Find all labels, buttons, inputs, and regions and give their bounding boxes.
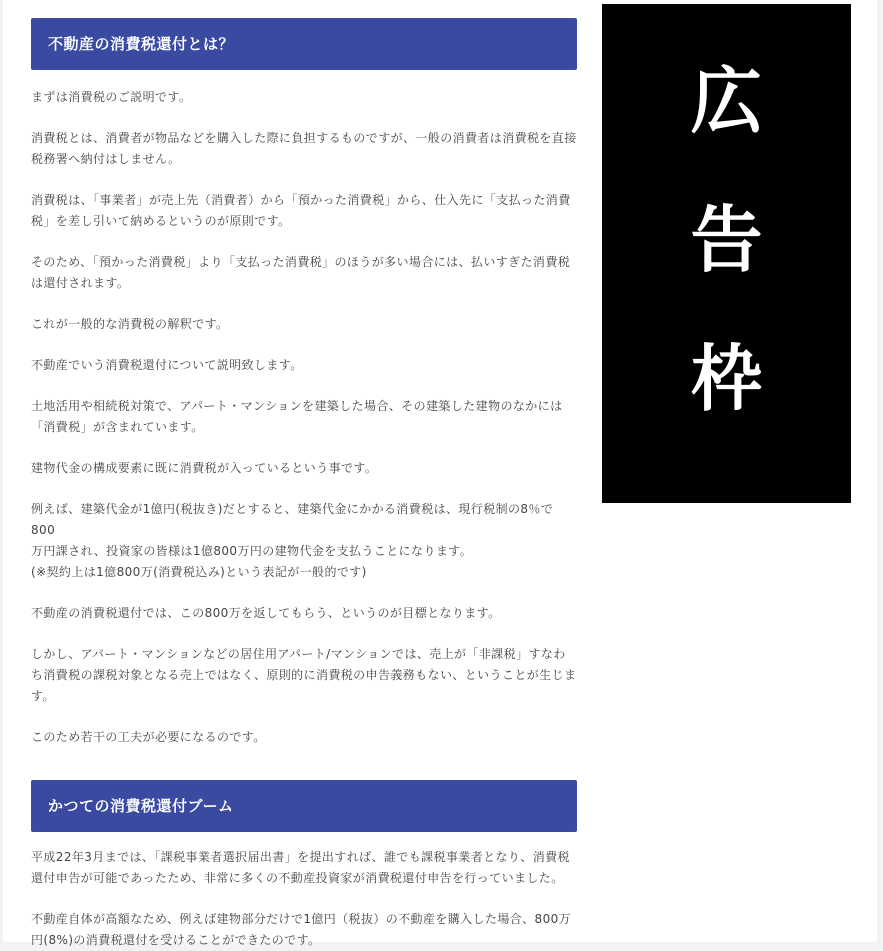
- paragraph-line: 建物代金の構成要素に既に消費税が入っているという事です。: [31, 461, 378, 475]
- paragraph: [31, 644, 577, 707]
- paragraph: [31, 499, 577, 583]
- paragraph: [31, 355, 577, 376]
- ad-banner[interactable]: [602, 4, 851, 503]
- paragraph-line: 税」を差し引いて納めるというのが原則です。: [31, 214, 291, 228]
- paragraph-line: 消費税とは、消費者が物品などを購入した際に負担するものですが、一般の消費者は消費税を直接: [31, 131, 577, 145]
- paragraph-line: 万円課され、投資家の皆様は1億800万円の建物代金を支払うことになります。: [31, 544, 473, 558]
- paragraph-line: 平成22年3月までは、「課税事業者選択届出書」を提出すれば、誰でも課税事業者となり、消費税: [31, 850, 570, 864]
- paragraph: [31, 190, 577, 232]
- paragraph: [31, 87, 577, 108]
- paragraph-line: そのため、「預かった消費税」より「支払った消費税」のほうが多い場合には、払いすぎた消費税: [31, 255, 571, 269]
- paragraph-line: 税務署へ納付はしません。: [31, 152, 181, 166]
- paragraph-line: す。: [31, 689, 55, 703]
- paragraph: [31, 128, 577, 170]
- paragraph: [31, 314, 577, 335]
- section-body: [31, 87, 577, 748]
- section-heading: かつての消費税還付ブーム: [31, 780, 577, 832]
- paragraph-line: 例えば、建築代金が1億円(税抜き)だとすると、建築代金にかかる消費税は、現行税制の8％で800: [31, 502, 554, 537]
- paragraph-line: 円(8%)の消費税還付を受けることができたのです。: [31, 933, 321, 947]
- paragraph-line: 「消費税」が含まれています。: [31, 420, 204, 434]
- paragraph-line: は還付されます。: [31, 276, 130, 290]
- paragraph-line: まずは消費税のご説明です。: [31, 90, 192, 104]
- paragraph: [31, 909, 577, 951]
- ad-char: 枠: [690, 337, 763, 421]
- section-heading: 不動産の消費税還付とは？: [31, 18, 577, 70]
- paragraph: [31, 396, 577, 438]
- paragraph-line: 土地活用や相続税対策で、アパート・マンションを建築した場合、その建築した建物のなかには: [31, 399, 563, 413]
- article-main: [31, 18, 577, 951]
- paragraph-line: このため若干の工夫が必要になるのです。: [31, 730, 266, 744]
- paragraph-line: 消費税は、「事業者」が売上先（消費者）から「預かった消費税」から、仕入先に「支払った消費: [31, 193, 571, 207]
- ad-char: 告: [690, 198, 763, 282]
- paragraph: [31, 603, 577, 624]
- paragraph-line: しかし、アパート・マンションなどの居住用アパート/マンションでは、売上が「非課税」すなわ: [31, 647, 566, 661]
- paragraph-line: ち消費税の課税対象となる売上ではなく、原則的に消費税の申告義務もない、ということが生じま: [31, 668, 577, 682]
- paragraph: [31, 847, 577, 889]
- paragraph: [31, 727, 577, 748]
- paragraph-line: 不動産自体が高額なため、例えば建物部分だけで1億円（税抜）の不動産を購入した場合、800万: [31, 912, 572, 926]
- paragraph-line: 還付申告が可能であったため、非常に多くの不動産投資家が消費税還付申告を行っていました。: [31, 871, 564, 885]
- paragraph: [31, 252, 577, 294]
- section-body: [31, 847, 577, 951]
- paragraph-line: (※契約上は1億800万(消費税込み)という表記が一般的です): [31, 565, 367, 579]
- ad-char: 広: [690, 59, 763, 143]
- page: [3, 0, 877, 947]
- paragraph-line: これが一般的な消費税の解釈です。: [31, 317, 229, 331]
- paragraph-line: 不動産でいう消費税還付について説明致します。: [31, 358, 303, 372]
- paragraph: [31, 458, 577, 479]
- paragraph-line: 不動産の消費税還付では、この800万を返してもらう、というのが目標となります。: [31, 606, 501, 620]
